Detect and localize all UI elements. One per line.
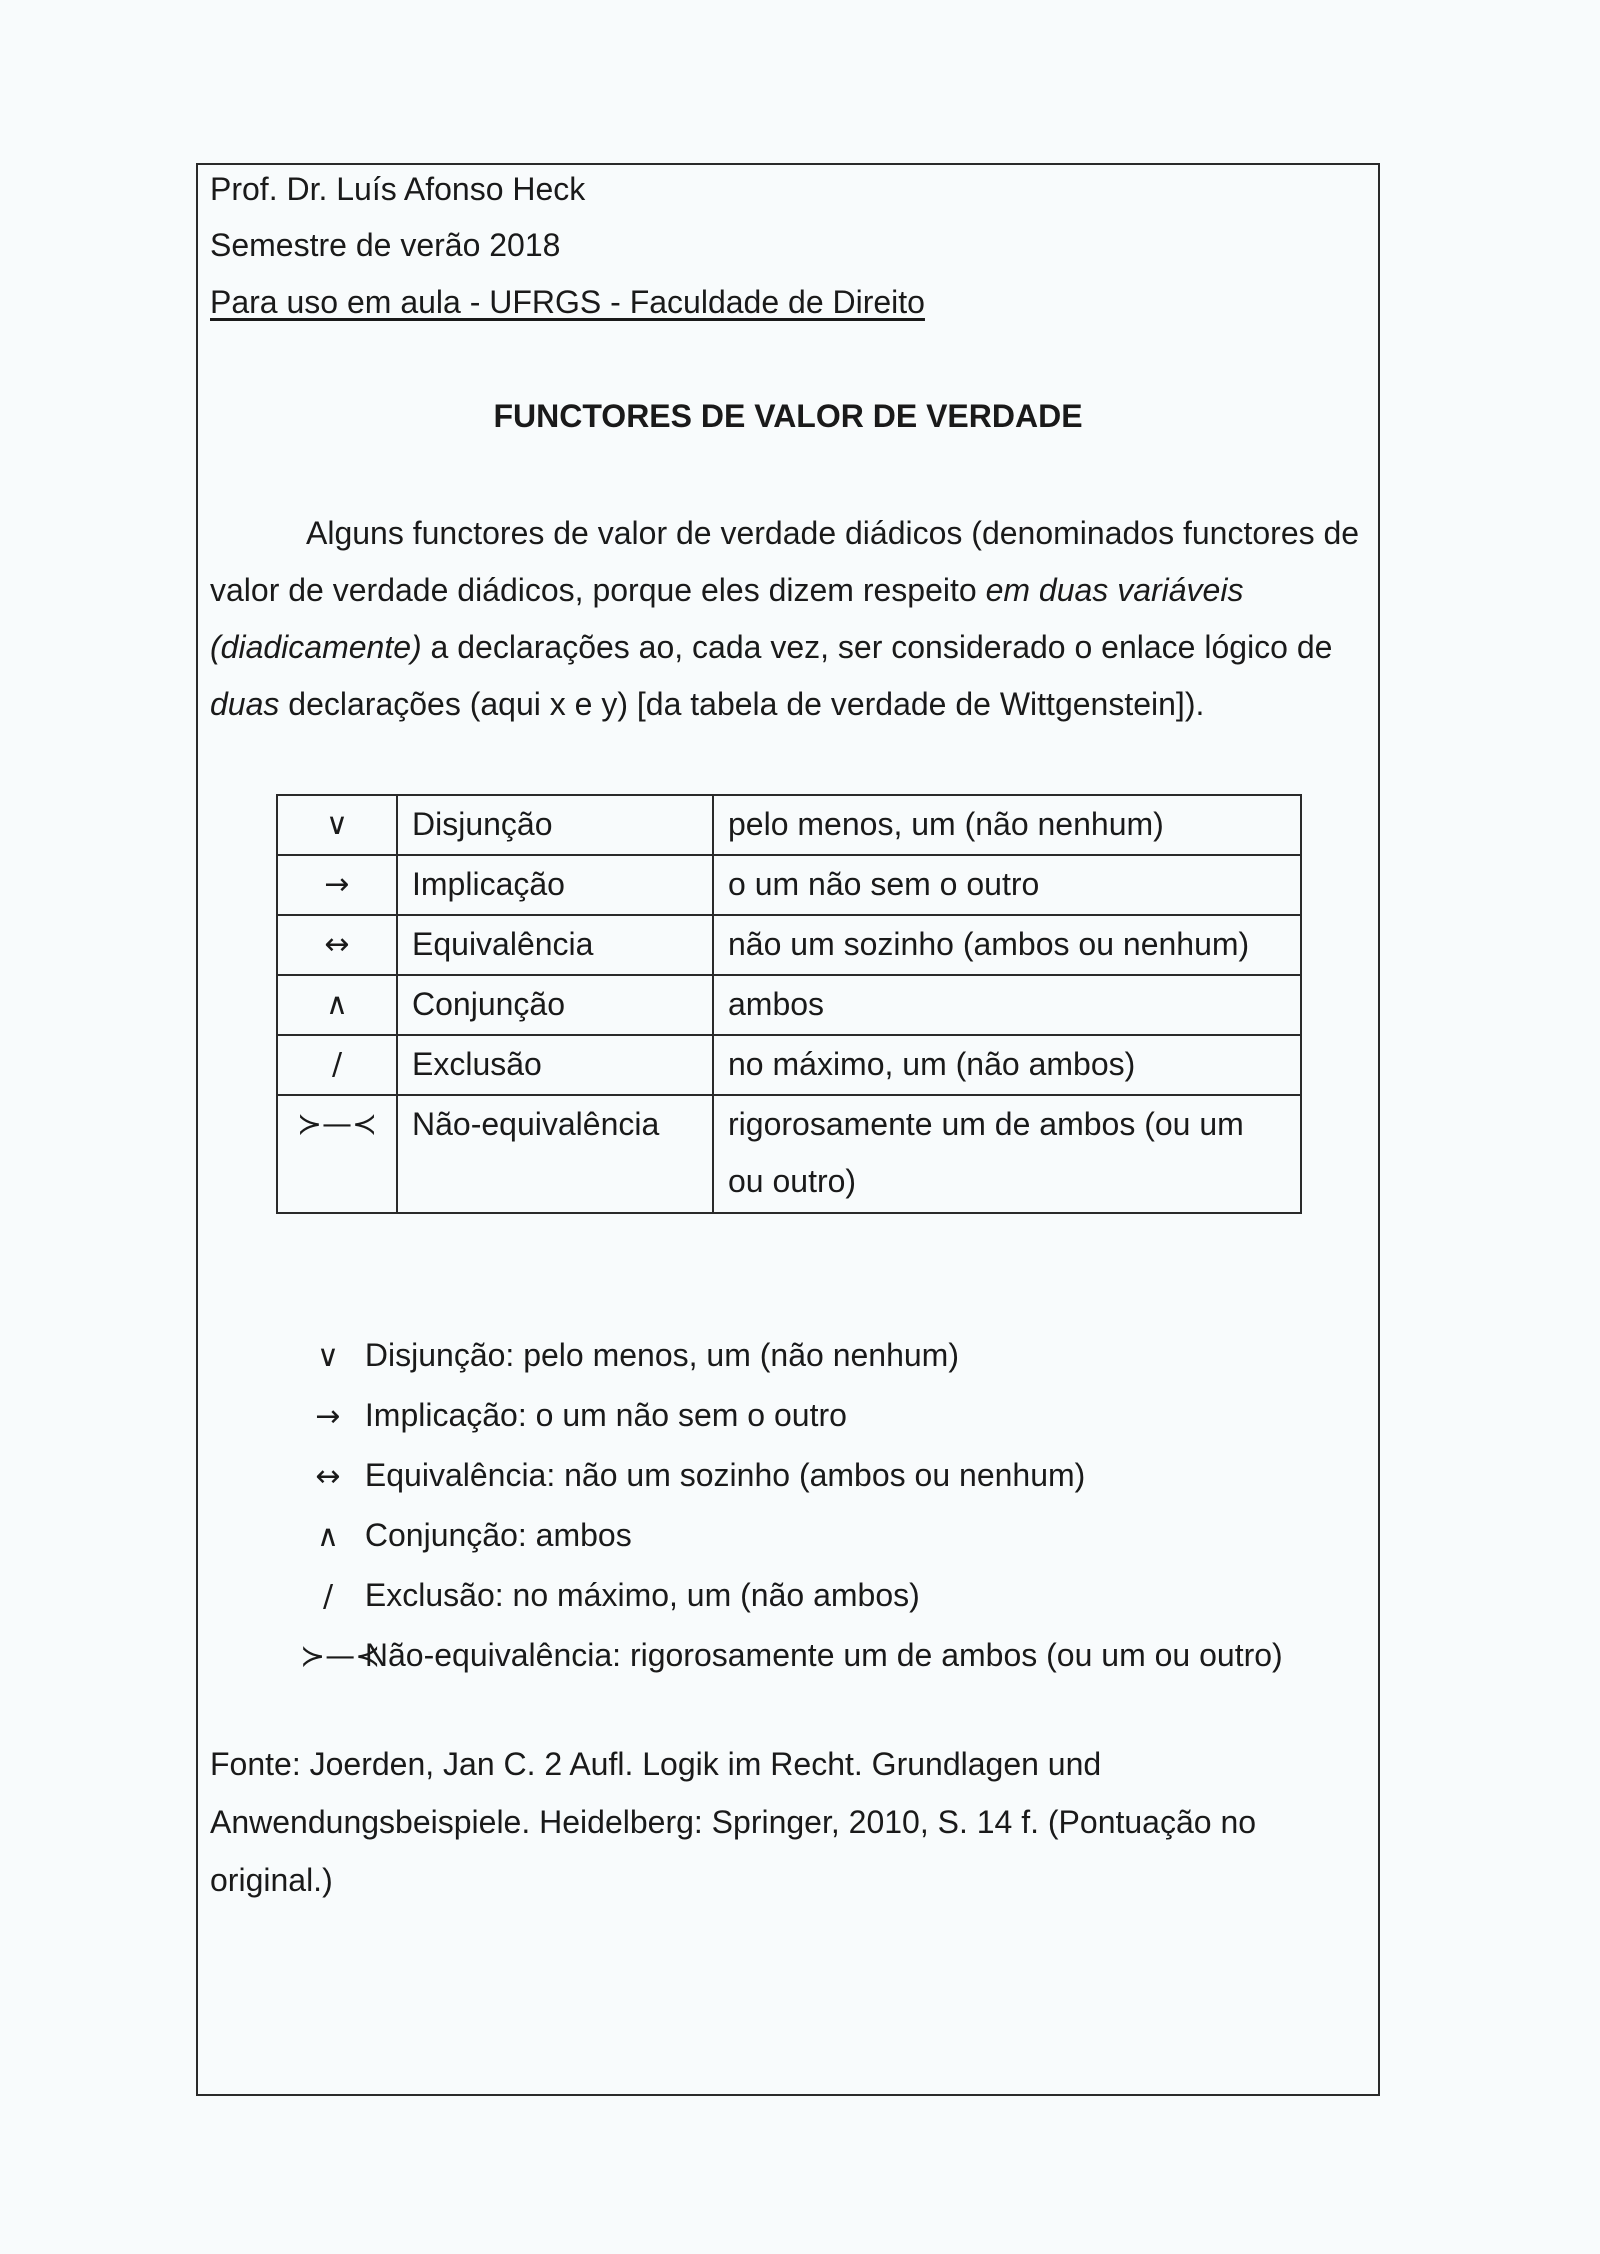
functor-list: [300, 1325, 1283, 1685]
list-item: [300, 1385, 1283, 1445]
meaning-cell: pelo menos, um (não nenhum): [713, 795, 1301, 855]
name-cell: Implicação: [397, 855, 713, 915]
author-line: Prof. Dr. Luís Afonso Heck: [210, 171, 586, 207]
name-cell: Conjunção: [397, 975, 713, 1035]
list-text: Implicação: o um não sem o outro: [364, 1397, 847, 1433]
list-symbol: →: [315, 1399, 341, 1434]
table-row: [277, 1095, 1301, 1213]
list-item: [300, 1565, 1283, 1625]
meaning-cell: rigorosamente um de ambos (ou um ou outro): [713, 1095, 1301, 1213]
symbol-cell: /: [277, 1035, 397, 1095]
list-text: Disjunção: pelo menos, um (não nenhum): [364, 1337, 959, 1373]
paragraph-text-3: declarações (aqui x e y) [da tabela de verdade de Wittgenstein]).: [279, 686, 1205, 722]
paragraph-text-1: Alguns functores de valor de verdade diádicos (denominados functores de valor de verdade diádicos, porque eles dizem respeito: [210, 515, 1360, 608]
meaning-cell: ambos: [713, 975, 1301, 1035]
symbol-cell: ↔: [277, 915, 397, 975]
list-symbol: ∧: [317, 1519, 339, 1554]
intro-paragraph: [210, 505, 1370, 733]
list-item: [300, 1445, 1283, 1505]
list-text: Não-equivalência: rigorosamente um de ambos (ou um ou outro): [364, 1637, 1283, 1673]
table-row: [277, 915, 1301, 975]
name-cell: Equivalência: [397, 915, 713, 975]
list-symbol: ∨: [317, 1339, 339, 1374]
table-row: [277, 975, 1301, 1035]
symbol-cell: ≻—≺: [277, 1095, 397, 1213]
symbol-cell: ∨: [277, 795, 397, 855]
semester-line: Semestre de verão 2018: [210, 227, 561, 263]
list-symbol: /: [322, 1579, 334, 1614]
meaning-cell: não um sozinho (ambos ou nenhum): [713, 915, 1301, 975]
list-text: Equivalência: não um sozinho (ambos ou nenhum): [364, 1457, 1086, 1493]
document-title: FUNCTORES DE VALOR DE VERDADE: [493, 398, 1083, 434]
table-row: [277, 1035, 1301, 1095]
functor-table: [276, 794, 1302, 1214]
list-symbol: ↔: [315, 1459, 341, 1494]
list-item: [300, 1625, 1283, 1685]
list-text: Conjunção: ambos: [364, 1517, 632, 1553]
list-symbol: ≻—≺: [300, 1639, 381, 1674]
usage-line: Para uso em aula - UFRGS - Faculdade de Direito: [210, 284, 925, 320]
symbol-cell: ∧: [277, 975, 397, 1035]
name-cell: Disjunção: [397, 795, 713, 855]
meaning-cell: o um não sem o outro: [713, 855, 1301, 915]
paragraph-italic-2: duas: [210, 686, 280, 722]
source-citation: Fonte: Joerden, Jan C. 2 Aufl. Logik im Recht. Grundlagen und Anwendungsbeispiele. Heidelberg: Springer, 2010, S. 14 f. (Pontuação no original.): [210, 1746, 1257, 1898]
list-item: [300, 1325, 1283, 1385]
name-cell: Não-equivalência: [397, 1095, 713, 1213]
name-cell: Exclusão: [397, 1035, 713, 1095]
symbol-cell: →: [277, 855, 397, 915]
list-item: [300, 1505, 1283, 1565]
paragraph-italic-1: em duas variáveis (diadicamente): [210, 572, 1244, 665]
table-row: [277, 855, 1301, 915]
table-row: [277, 795, 1301, 855]
paragraph-text-2: a declarações ao, cada vez, ser considerado o enlace lógico de: [421, 629, 1333, 665]
list-text: Exclusão: no máximo, um (não ambos): [364, 1577, 920, 1613]
meaning-cell: no máximo, um (não ambos): [713, 1035, 1301, 1095]
